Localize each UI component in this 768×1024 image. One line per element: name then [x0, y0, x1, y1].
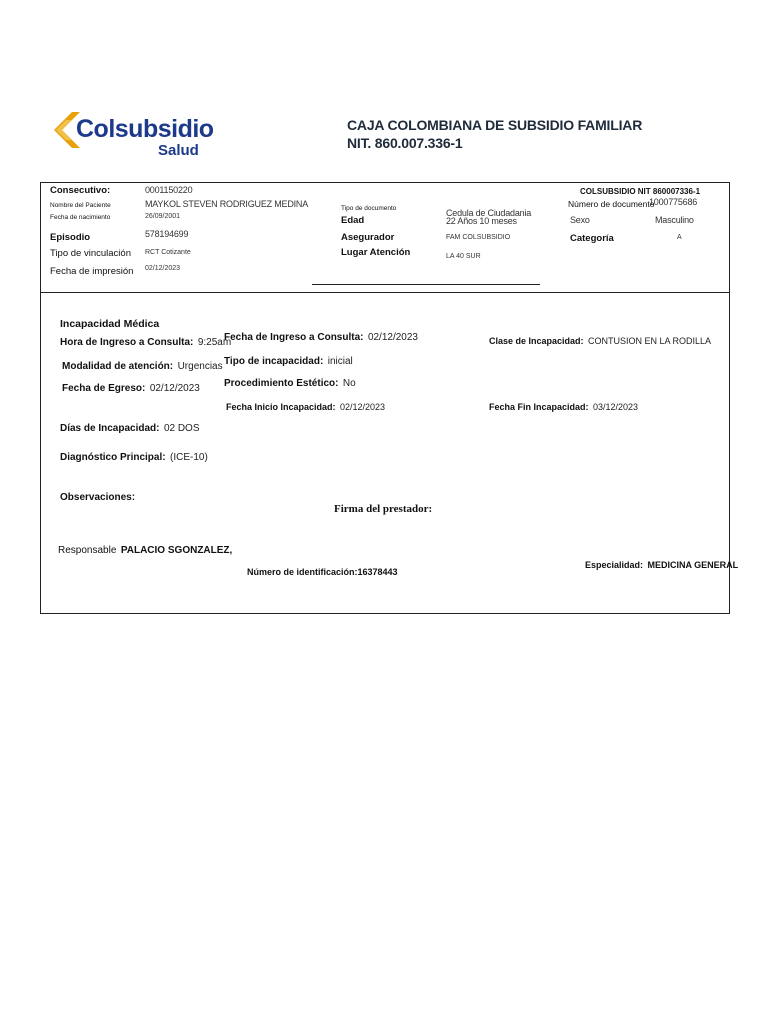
responsable-value: PALACIO SGONZALEZ,	[120, 545, 233, 556]
dias-incapacidad-value: 02 DOS	[163, 423, 200, 434]
responsable-row	[58, 540, 232, 558]
tipo-documento-value: Cedula de Ciudadania	[446, 208, 532, 218]
fecha-egreso-label: Fecha de Egreso:	[62, 383, 146, 394]
fecha-fin-label: Fecha Fin Incapacidad:	[489, 402, 589, 412]
section-divider	[40, 292, 730, 293]
fecha-inicio-label: Fecha Inicio Incapacidad:	[226, 402, 336, 412]
especialidad-label: Especialidad:	[585, 560, 644, 570]
clase-incapacidad-label: Clase de Incapacidad:	[489, 336, 584, 346]
numero-documento-value: 1000775686	[649, 197, 698, 207]
responsable-label: Responsable	[58, 545, 117, 556]
especialidad-value: MEDICINA GENERAL	[647, 560, 739, 570]
fecha-inicio-row	[226, 397, 385, 415]
diagnostico-label: Diagnóstico Principal:	[60, 452, 166, 463]
hora-ingreso-label: Hora de Ingreso a Consulta:	[60, 337, 194, 348]
fecha-impresion-value: 02/12/2023	[145, 265, 181, 272]
dias-incapacidad-label: Días de Incapacidad:	[60, 423, 160, 434]
lugar-atencion-label: Lugar Atención	[341, 247, 411, 258]
especialidad-row	[585, 555, 738, 573]
hora-ingreso-row	[60, 332, 231, 350]
incapacidad-title: Incapacidad Médica	[60, 318, 160, 330]
lugar-atencion-value: LA 40 SUR	[446, 253, 481, 260]
tipo-vinculacion-value: RCT Cotizante	[145, 249, 191, 256]
logo-wordmark: Colsubsidio	[76, 115, 214, 143]
tipo-documento-label: Tipo de documento	[341, 205, 397, 212]
clase-incapacidad-row	[489, 331, 711, 349]
diagnostico-row	[60, 447, 208, 465]
fecha-egreso-row	[62, 378, 200, 396]
clase-incapacidad-value: CONTUSION EN LA RODILLA	[588, 336, 712, 346]
fecha-egreso-value: 02/12/2023	[149, 383, 200, 394]
edad-value: 22 Años 10 meses	[446, 216, 517, 226]
fecha-impresion-label: Fecha de impresión	[50, 266, 134, 277]
signature-line	[312, 284, 540, 285]
tipo-incapacidad-row	[224, 351, 353, 369]
asegurador-value: FAM COLSUBSIDIO	[446, 234, 511, 241]
procedimiento-label: Procedimiento Estético:	[224, 378, 339, 389]
modalidad-row	[62, 356, 223, 374]
consecutivo-label: Consecutivo:	[50, 185, 111, 196]
asegurador-label: Asegurador	[341, 232, 395, 243]
dias-incapacidad-row	[60, 418, 200, 436]
consecutivo-value: 0001150220	[145, 185, 193, 195]
modalidad-value: Urgencias	[177, 361, 223, 372]
colsubsidio-nit-line: COLSUBSIDIO NIT 860007336-1	[580, 187, 701, 196]
fecha-ingreso-row	[224, 327, 418, 345]
episodio-value: 578194699	[145, 229, 189, 239]
nombre-paciente-label: Nombre del Paciente	[50, 202, 111, 209]
tipo-vinculacion-label: Tipo de vinculación	[50, 248, 131, 259]
fecha-fin-value: 03/12/2023	[592, 402, 639, 412]
numero-documento-label: Número de documento	[568, 199, 655, 209]
numero-identificacion-value: 16378443	[357, 567, 398, 577]
observaciones-label: Observaciones:	[60, 492, 136, 503]
diagnostico-value: (ICE-10)	[170, 452, 208, 463]
edad-label: Edad	[341, 215, 365, 226]
categoria-value: A	[677, 234, 682, 241]
episodio-label: Episodio	[50, 232, 91, 243]
firma-prestador-label: Firma del prestador:	[334, 503, 433, 515]
procedimiento-row	[224, 373, 356, 391]
procedimiento-value: No	[342, 378, 356, 389]
organization-name: CAJA COLOMBIANA DE SUBSIDIO FAMILIAR	[347, 117, 643, 133]
nombre-paciente-value: MAYKOL STEVEN RODRIGUEZ MEDINA	[145, 199, 309, 209]
numero-identificacion-label: Número de identificación:	[247, 567, 358, 577]
logo-subtitle: Salud	[158, 142, 199, 159]
hora-ingreso-value: 9:25am	[197, 337, 232, 348]
fecha-ingreso-value: 02/12/2023	[367, 332, 418, 343]
numero-identificacion-row	[247, 562, 398, 580]
fecha-ingreso-label: Fecha de Ingreso a Consulta:	[224, 332, 364, 343]
tipo-incapacidad-value: inicial	[327, 356, 353, 367]
sexo-label: Sexo	[570, 215, 590, 225]
categoria-label: Categoría	[570, 233, 614, 244]
modalidad-label: Modalidad de atención:	[62, 361, 174, 372]
fecha-nacimiento-label: Fecha de nacimiento	[50, 214, 111, 221]
organization-nit: NIT. 860.007.336-1	[347, 135, 463, 151]
fecha-nacimiento-value: 26/09/2001	[145, 213, 181, 220]
fecha-fin-row	[489, 397, 638, 415]
tipo-incapacidad-label: Tipo de incapacidad:	[224, 356, 324, 367]
fecha-inicio-value: 02/12/2023	[339, 402, 386, 412]
sexo-value: Masculino	[655, 215, 694, 225]
